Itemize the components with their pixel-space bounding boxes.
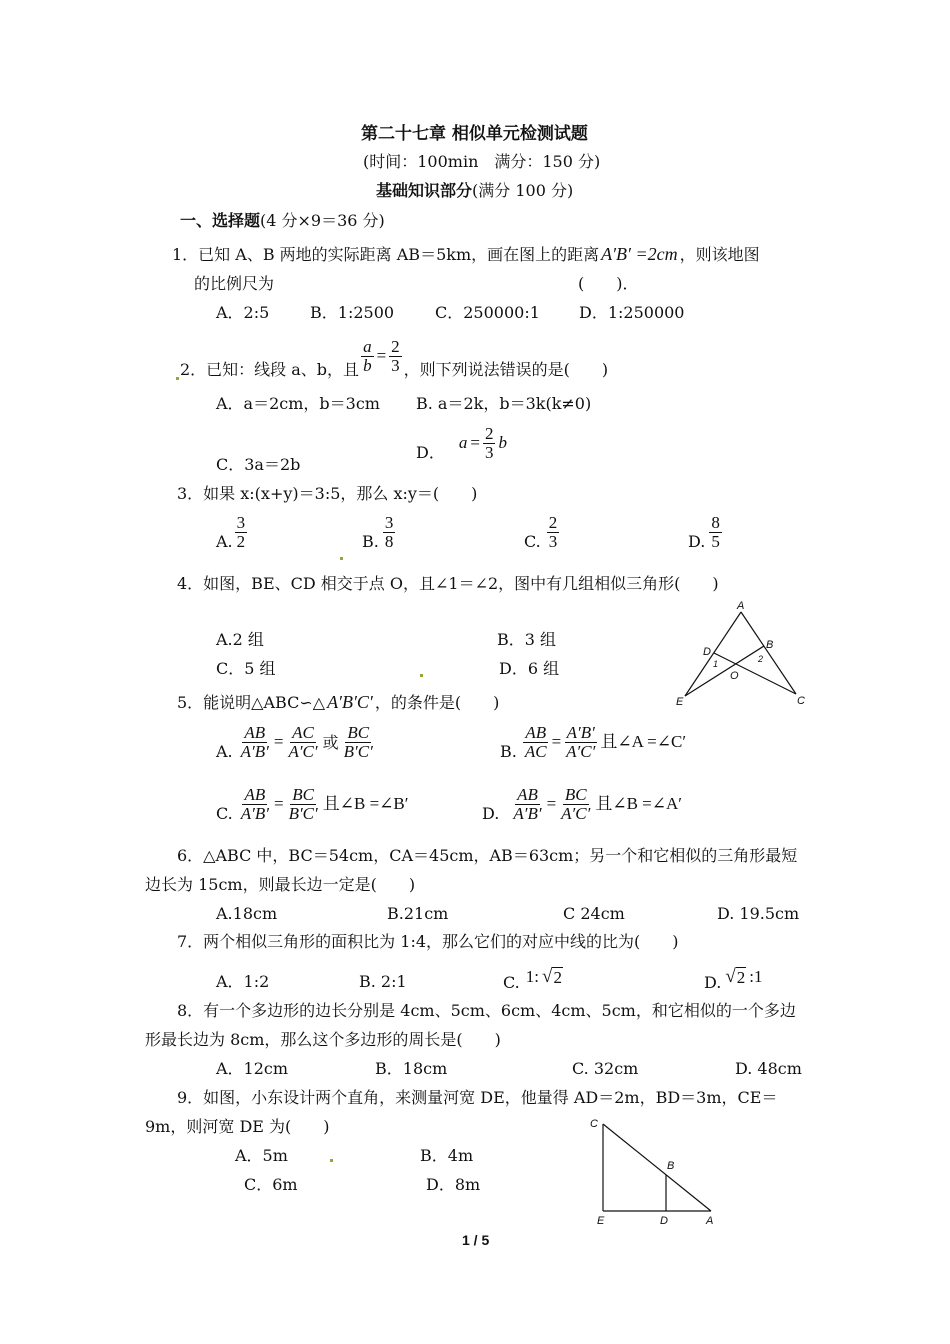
q2-frac-num: a bbox=[363, 337, 372, 357]
q7-optc-sqrt bbox=[542, 966, 563, 989]
q7-optd-radical-icon: √ bbox=[725, 966, 736, 987]
q2-option-b[interactable]: B. a＝2k，b＝3k(k≠0) bbox=[416, 394, 592, 413]
section-heading bbox=[180, 211, 385, 230]
q7-opt-d-math bbox=[725, 966, 762, 989]
q4-figure bbox=[668, 598, 813, 710]
q2-text-b: ，则下列说法错误的是( ) bbox=[403, 360, 609, 379]
q5-b-f2n: A′B′ bbox=[566, 723, 595, 742]
q3-option-c[interactable] bbox=[524, 514, 559, 551]
q5-text-b: ，的条件是( ) bbox=[374, 693, 500, 712]
q2-optd-num: 2 bbox=[484, 424, 494, 443]
q5-c-f2n: BC bbox=[292, 785, 315, 804]
q5-c-frac2 bbox=[287, 786, 320, 823]
q4-stem: 4．如图，BE、CD 相交于点 O，且∠1＝∠2，图中有几组相似三角形( ) bbox=[177, 574, 719, 593]
q9-label-b: B bbox=[667, 1160, 675, 1172]
q5-option-b[interactable] bbox=[500, 724, 686, 761]
q7-opt-d-label: D. bbox=[704, 972, 722, 992]
q3-option-d[interactable] bbox=[688, 514, 722, 551]
q9-figure bbox=[585, 1112, 725, 1230]
q3-opt-b-frac bbox=[383, 514, 396, 551]
q9-option-d[interactable]: D．8m bbox=[426, 1175, 481, 1194]
q2-text-a: 2．已知：线段 a、b，且 bbox=[180, 360, 360, 379]
scan-dot bbox=[176, 377, 179, 380]
q1-line1 bbox=[172, 244, 760, 266]
q4-option-a[interactable]: A.2 组 bbox=[216, 630, 264, 649]
q3-opt-c-label: C. bbox=[524, 531, 541, 551]
q5-d-f1n: AB bbox=[517, 785, 538, 804]
q5-d-f2n: BC bbox=[564, 785, 587, 804]
q5-text-a: 5．能说明△ABC∽△ bbox=[177, 693, 326, 712]
q1-option-c[interactable]: C．250000:1 bbox=[435, 303, 540, 322]
q5-d-eq: = bbox=[546, 794, 557, 814]
q7-opt-c-math bbox=[526, 966, 563, 989]
q5-b-frac2 bbox=[564, 724, 597, 761]
q6-option-a[interactable]: A.18cm bbox=[216, 904, 278, 923]
q8-option-d[interactable]: D. 48cm bbox=[735, 1059, 802, 1078]
q8-line1: 8．有一个多边形的边长分别是 4cm、5cm、6cm、4cm、5cm，和它相似的一个多边 bbox=[177, 1001, 796, 1020]
q3-opt-a-label: A. bbox=[216, 531, 233, 551]
q2-frac2-num: 2 bbox=[391, 337, 400, 357]
q5-d-f1d: A′B′ bbox=[513, 803, 542, 823]
time-info: (时间：100min 满分：150 分) bbox=[363, 152, 601, 171]
q5-d-frac1 bbox=[511, 786, 543, 823]
q2-eq: = bbox=[376, 346, 387, 366]
q7-optd-sqrt bbox=[725, 966, 746, 989]
q2-frac2-den: 3 bbox=[391, 356, 400, 376]
page-title: 第二十七章 相似单元检测试题 bbox=[361, 124, 588, 144]
q2-option-d-label: D． bbox=[416, 442, 445, 462]
q5-a-f3n: BC bbox=[347, 723, 370, 742]
q5-opt-b-math bbox=[523, 724, 686, 761]
q9-line-ca bbox=[603, 1124, 711, 1211]
q2-optd-rhs: b bbox=[498, 433, 507, 453]
part-heading-bold: 基础知识部分 bbox=[376, 181, 473, 200]
q6-option-d[interactable]: D. 19.5cm bbox=[717, 904, 800, 923]
q5-a-f3d: B′C′ bbox=[343, 741, 373, 761]
q2-frac-ab bbox=[361, 338, 374, 375]
q7-stem: 7．两个相似三角形的面积比为 1:4，那么它们的对应中线的比为( ) bbox=[177, 932, 679, 951]
q4-label-two: 2 bbox=[758, 654, 764, 664]
q5-c-cond: 且∠B =∠B′ bbox=[322, 794, 409, 814]
q1-option-b[interactable]: B．1:2500 bbox=[310, 303, 395, 322]
q2-optd-lhs: a bbox=[458, 433, 468, 453]
q7-optd-ratio: :1 bbox=[749, 967, 763, 987]
q3-option-b[interactable] bbox=[362, 514, 395, 551]
q5-opt-d-math bbox=[511, 786, 682, 823]
q5-a-frac2 bbox=[286, 724, 319, 761]
q5-a-or: 或 bbox=[322, 732, 339, 752]
q5-option-a[interactable] bbox=[216, 724, 375, 761]
q5-opt-b-label: B. bbox=[500, 741, 517, 761]
q8-option-c[interactable]: C. 32cm bbox=[572, 1059, 639, 1078]
q5-d-f2d: A′C′ bbox=[561, 803, 591, 823]
q5-d-frac2 bbox=[559, 786, 592, 823]
q3-opt-d-label: D. bbox=[688, 531, 706, 551]
q4-label-one: 1 bbox=[713, 659, 719, 669]
q3-opt-b-den: 8 bbox=[384, 531, 394, 551]
q4-option-b[interactable]: B．3 组 bbox=[497, 630, 557, 649]
q9-label-c: C bbox=[590, 1118, 598, 1130]
q4-line-ac bbox=[741, 612, 796, 694]
q3-opt-d-num: 8 bbox=[711, 513, 720, 532]
q7-optd-radicand: 2 bbox=[736, 968, 746, 988]
q5-b-eq: = bbox=[551, 732, 562, 752]
q7-option-c[interactable] bbox=[503, 966, 563, 992]
q1-math: A′B′ =2cm bbox=[601, 244, 678, 264]
q1-option-a[interactable]: A．2:5 bbox=[216, 303, 270, 322]
q3-opt-a-num: 3 bbox=[236, 513, 246, 532]
q5-a-frac3 bbox=[342, 724, 375, 761]
q5-c-frac1 bbox=[239, 786, 271, 823]
q4-line-dc bbox=[714, 653, 796, 694]
q9-line1: 9．如图，小东设计两个直角，来测量河宽 DE，他量得 AD＝2m，BD＝3m，CE＝ bbox=[177, 1088, 778, 1107]
q1-text-a: 1．已知 A、B 两地的实际距离 AB＝5km，画在图上的距离 bbox=[172, 245, 600, 264]
q5-a-eq: = bbox=[273, 732, 284, 752]
q1-line2: 的比例尺为 ( )． bbox=[194, 274, 639, 293]
q2-frac-den: b bbox=[363, 356, 372, 376]
q4-option-d[interactable]: D．6 组 bbox=[499, 659, 560, 678]
q5-opt-c-math bbox=[239, 786, 409, 823]
q2-option-c[interactable]: C．3a＝2b bbox=[216, 455, 301, 474]
q5-c-f2d: B′C′ bbox=[288, 803, 318, 823]
q5-a-f1n: AB bbox=[244, 723, 266, 742]
q9-option-a[interactable]: A．5m bbox=[235, 1146, 288, 1165]
q8-option-a[interactable]: A．12cm bbox=[216, 1059, 289, 1078]
q9-label-a: A bbox=[706, 1215, 714, 1227]
q5-opt-c-label: C. bbox=[216, 803, 233, 823]
q7-option-b[interactable]: B. 2:1 bbox=[359, 972, 407, 991]
q5-math: A′B′C′ bbox=[327, 692, 373, 712]
q7-opt-c-label: C. bbox=[503, 972, 520, 992]
q4-label-o: O bbox=[730, 670, 739, 682]
part-heading bbox=[376, 181, 573, 200]
q5-c-f1n: AB bbox=[244, 785, 266, 804]
q4-option-c[interactable]: C．5 组 bbox=[216, 659, 276, 678]
q8-line2: 形最长边为 8cm，那么这个多边形的周长是( ) bbox=[145, 1030, 501, 1049]
q2-optd-den: 3 bbox=[484, 442, 494, 462]
q6-line2: 边长为 15cm，则最长边一定是( ) bbox=[145, 875, 416, 894]
q5-a-f2n: AC bbox=[292, 723, 314, 742]
q7-optc-radical-icon: √ bbox=[542, 966, 553, 987]
q2-optd-frac bbox=[483, 425, 496, 462]
q6-option-b[interactable]: B.21cm bbox=[387, 904, 449, 923]
q2-given-ratio bbox=[361, 338, 402, 375]
q5-stem bbox=[177, 692, 499, 714]
scan-dot bbox=[420, 674, 423, 677]
q5-a-f1d: A′B′ bbox=[240, 741, 269, 761]
q4-label-b: B bbox=[766, 639, 774, 651]
q4-line-be bbox=[685, 646, 764, 696]
q3-opt-b-label: B. bbox=[362, 531, 379, 551]
q5-option-c[interactable] bbox=[216, 786, 408, 823]
q6-line1: 6．△ABC 中，BC＝54cm，CA＝45cm，AB＝63cm；另一个和它相似的三角形最短 bbox=[177, 846, 798, 865]
q5-b-f1d: AC bbox=[524, 741, 547, 761]
q1-text-b: ，则该地图 bbox=[679, 245, 760, 264]
q4-label-a: A bbox=[737, 600, 745, 612]
q3-opt-a-frac bbox=[235, 514, 248, 551]
q3-opt-c-frac bbox=[547, 514, 560, 551]
q5-d-cond: 且∠B =∠A′ bbox=[595, 794, 682, 814]
q2-optd-eq: = bbox=[470, 433, 480, 453]
q5-b-frac1 bbox=[523, 724, 549, 761]
q5-c-eq: = bbox=[273, 794, 284, 814]
q3-opt-c-num: 2 bbox=[548, 513, 558, 532]
q5-b-f2d: A′C′ bbox=[566, 741, 596, 761]
q8-option-b[interactable]: B．18cm bbox=[375, 1059, 448, 1078]
q2-option-d-math bbox=[459, 425, 507, 462]
page-number: 1 / 5 bbox=[462, 1232, 490, 1248]
q7-option-d[interactable] bbox=[704, 966, 763, 992]
q2-stem bbox=[180, 334, 608, 379]
q5-opt-a-label: A. bbox=[216, 741, 233, 761]
q6-option-c[interactable]: C 24cm bbox=[563, 904, 625, 923]
q5-opt-d-label: D. bbox=[482, 803, 500, 823]
q9-line2: 9m，则河宽 DE 为( ) bbox=[145, 1117, 330, 1136]
section-heading-bold: 一、选择题 bbox=[180, 211, 261, 230]
section-heading-rest: (4 分×9＝36 分) bbox=[260, 211, 385, 230]
q9-label-e: E bbox=[597, 1215, 605, 1227]
q7-optc-ratio: 1: bbox=[525, 967, 539, 987]
q1-option-d[interactable]: D．1:250000 bbox=[579, 303, 685, 322]
q5-option-d[interactable] bbox=[482, 786, 682, 823]
q4-label-e: E bbox=[676, 696, 684, 708]
q9-option-b[interactable]: B．4m bbox=[420, 1146, 474, 1165]
q5-a-frac1 bbox=[239, 724, 271, 761]
q9-label-d: D bbox=[660, 1215, 668, 1227]
q3-opt-b-num: 3 bbox=[384, 513, 394, 532]
q7-option-a[interactable]: A．1:2 bbox=[216, 972, 270, 991]
q5-a-f2d: A′C′ bbox=[288, 741, 318, 761]
q5-opt-a-math bbox=[239, 724, 375, 761]
q4-label-c: C bbox=[797, 695, 805, 707]
q3-opt-c-den: 3 bbox=[548, 531, 558, 551]
q5-c-f1d: A′B′ bbox=[240, 803, 269, 823]
q3-opt-a-den: 2 bbox=[236, 531, 246, 551]
q2-frac-23 bbox=[389, 338, 402, 375]
q4-line-ae bbox=[685, 612, 741, 696]
q5-b-cond: 且∠A =∠C′ bbox=[600, 732, 687, 752]
q7-optc-radicand: 2 bbox=[553, 968, 562, 988]
q3-stem: 3．如果 x:(x+y)＝3:5，那么 x:y＝( ) bbox=[177, 484, 478, 503]
part-heading-rest: (满分 100 分) bbox=[472, 181, 574, 200]
q2-option-d[interactable] bbox=[416, 425, 507, 462]
q3-option-a[interactable] bbox=[216, 514, 247, 551]
q3-opt-d-frac bbox=[709, 514, 722, 551]
q2-option-a[interactable]: A．a＝2cm，b＝3cm bbox=[216, 394, 380, 413]
q3-opt-d-den: 5 bbox=[711, 531, 720, 551]
q5-b-f1n: AB bbox=[525, 723, 547, 742]
scan-dot bbox=[330, 1159, 333, 1162]
q9-option-c[interactable]: C．6m bbox=[244, 1175, 298, 1194]
scan-dot bbox=[340, 557, 343, 560]
q4-label-d: D bbox=[703, 646, 711, 658]
